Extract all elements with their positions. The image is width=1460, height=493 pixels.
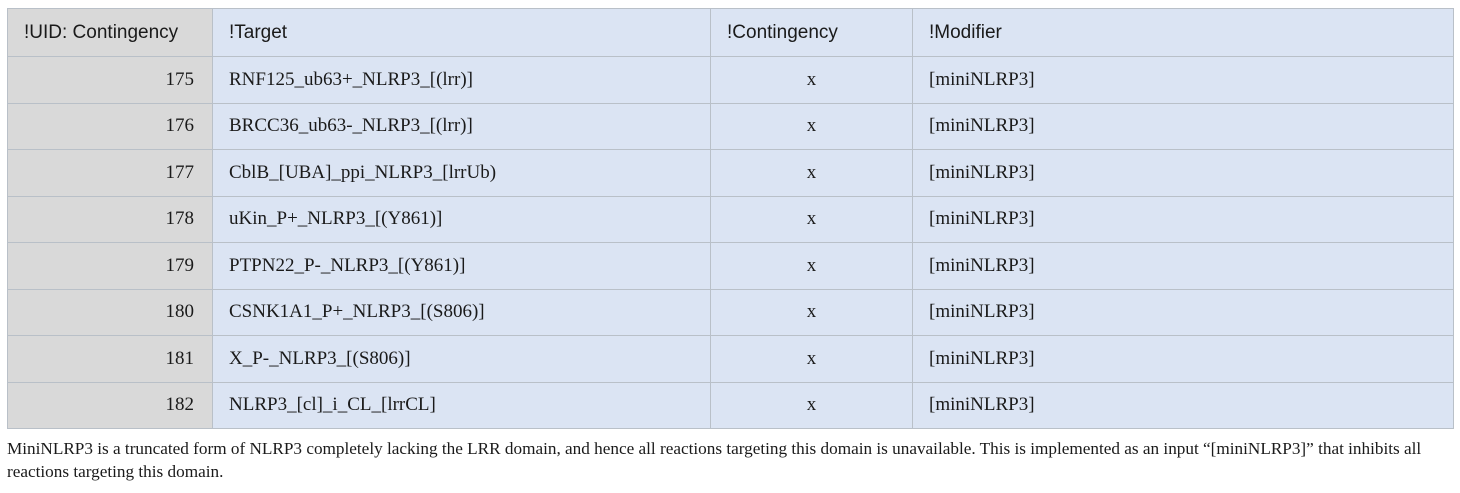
modifier-cell: [miniNLRP3] <box>913 336 1454 383</box>
contingency-table <box>7 8 1454 429</box>
contingency-cell: x <box>711 57 913 104</box>
contingency-cell: x <box>711 150 913 197</box>
table-row <box>8 196 1454 243</box>
uid-cell: 182 <box>8 382 213 429</box>
table-row <box>8 382 1454 429</box>
header-row <box>8 9 1454 57</box>
header-target: !Target <box>213 9 711 57</box>
contingency-cell: x <box>711 289 913 336</box>
header-modifier: !Modifier <box>913 9 1454 57</box>
table-row <box>8 243 1454 290</box>
modifier-cell: [miniNLRP3] <box>913 150 1454 197</box>
contingency-cell: x <box>711 103 913 150</box>
target-cell: uKin_P+_NLRP3_[(Y861)] <box>213 196 711 243</box>
target-cell: CblB_[UBA]_ppi_NLRP3_[lrrUb) <box>213 150 711 197</box>
contingency-cell: x <box>711 243 913 290</box>
table-row <box>8 57 1454 104</box>
header-contingency: !Contingency <box>711 9 913 57</box>
target-cell: PTPN22_P-_NLRP3_[(Y861)] <box>213 243 711 290</box>
table-row <box>8 336 1454 383</box>
target-cell: RNF125_ub63+_NLRP3_[(lrr)] <box>213 57 711 104</box>
uid-cell: 178 <box>8 196 213 243</box>
target-cell: NLRP3_[cl]_i_CL_[lrrCL] <box>213 382 711 429</box>
uid-cell: 179 <box>8 243 213 290</box>
uid-cell: 175 <box>8 57 213 104</box>
header-uid: !UID: Contingency <box>8 9 213 57</box>
target-cell: X_P-_NLRP3_[(S806)] <box>213 336 711 383</box>
modifier-cell: [miniNLRP3] <box>913 243 1454 290</box>
modifier-cell: [miniNLRP3] <box>913 382 1454 429</box>
table-footnote: MiniNLRP3 is a truncated form of NLRP3 completely lacking the LRR domain, and hence all reactions targeting this domain is unavailable. This is implemented as an input “[miniNLRP3]” that inhibits all reactions targeting this domain. <box>7 439 1422 481</box>
contingency-cell: x <box>711 382 913 429</box>
contingency-cell: x <box>711 196 913 243</box>
uid-cell: 177 <box>8 150 213 197</box>
modifier-cell: [miniNLRP3] <box>913 103 1454 150</box>
uid-cell: 176 <box>8 103 213 150</box>
modifier-cell: [miniNLRP3] <box>913 289 1454 336</box>
target-cell: CSNK1A1_P+_NLRP3_[(S806)] <box>213 289 711 336</box>
table-row <box>8 289 1454 336</box>
table-header <box>8 9 1454 57</box>
modifier-cell: [miniNLRP3] <box>913 57 1454 104</box>
uid-cell: 181 <box>8 336 213 383</box>
uid-cell: 180 <box>8 289 213 336</box>
table-row <box>8 150 1454 197</box>
contingency-cell: x <box>711 336 913 383</box>
table-row <box>8 103 1454 150</box>
contingency-table-container <box>7 8 1453 429</box>
target-cell: BRCC36_ub63-_NLRP3_[(lrr)] <box>213 103 711 150</box>
modifier-cell: [miniNLRP3] <box>913 196 1454 243</box>
table-body <box>8 57 1454 429</box>
